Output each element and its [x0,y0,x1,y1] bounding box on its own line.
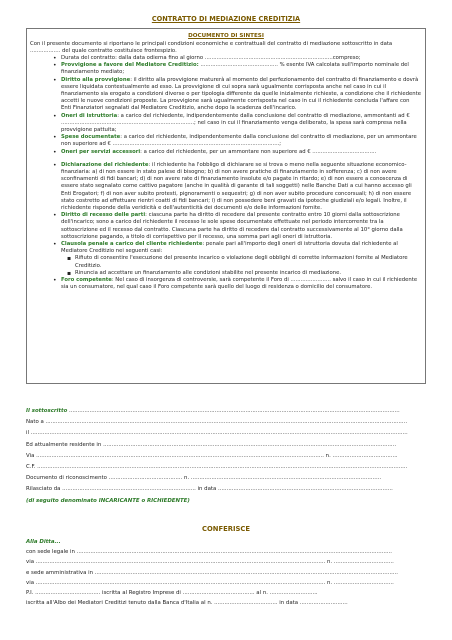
item-label: Foro competente [61,277,112,284]
bullet-icon: • [53,161,57,169]
bullet-icon: • [53,62,57,70]
signatory-row[interactable] [26,406,426,417]
item-text: : dalla data odierna fino al giorno ............................................................................compreso; [115,55,361,61]
item-text: : il diritto alla provvigione maturerà al momento del perfezionamento del contratto di finanziamento e dovrà essere liquidata contestualmente ad esso. La provvigione di cui sopra sarà ugualmente corrisposta anche nel caso in cui il finanziamento sia erogato a condizioni diverse o per tipologia differente da quelle inizialmente richieste, a condizione che il richiedente accetti le nuove condizioni proposte. La provvigione sarà ugualmente corrisposta nel caso in cui il richiedente concluda l'affare con Enti Finanziatori segnalati dal Mediatore Creditizio, anche dopo la scadenza dell'incarico. [61,76,421,112]
item-label: Spese documentate [61,134,121,141]
signatory-designation: (di seguito denominato INCARICANTE o RICHIEDENTE) [26,497,190,504]
signatory-heading: Il sottoscritto [26,408,68,414]
list-item-durata [27,55,425,62]
item-label: Oneri di istruttoria [61,112,118,119]
conferral-title: CONFERISCE [201,525,251,533]
bullet-icon: • [53,277,57,285]
bullet-icon: • [53,241,57,249]
list-item-spese-documentate [27,134,425,148]
id-document-field[interactable]: Documento di riconoscimento ........................................... n. ............................................................................................................... [26,475,382,482]
summary-box [26,28,426,384]
item-text: .............................................. % esente IVA calcolata sull'importo nominale del finanziamento mediato; [61,62,409,76]
legal-seat-field[interactable]: con sede legale in ........................................................................................................................................................................................ [26,549,392,555]
bullet-icon: • [53,76,57,84]
item-text: : il richiedente ha l'obbligo di dichiarare se si trova o meno nella seguente situazione economico-finanziaria: a) di non essere in stato palese di bisogno; b) di non avere pratiche di finanziamento in sofferenza; c) di non avere sconfinamenti di fidi bancari; d) di non avere rate di finanziamento insolute e/o pagate in ritardo; e) di non essere a conoscenza di essere stato segnalato come cattivo pagatore (anche in qualità di garante di tali soggetti) nelle Banche Dati a cui hanno accesso gli Enti Erogatori; f) di non aver subito protesti, pignoramenti o sequestri; g) di non aver subito procedure concorsuali; h) di non essere stato costretto ad effettuare rientri coatti di fidi bancari; i) di non possedere beni gravati da ipoteche giudiziali e/o legali. Inoltre, il richiedente risponde della veridicità e dell'autenticità dei documenti e/o delle informazioni fornite. [61,161,412,212]
legal-street-field[interactable]: via ......................................................................................................................................................................... n. ................................... [26,559,394,566]
item-label: Oneri per servizi accessori [61,148,141,155]
item-text: : a carico del richiedente, indipendentemente dalla conclusione del contratto di mediazione, per un ammontare non superiore ad € ...................................................................................................; [61,134,417,148]
bullet-icon: • [53,112,57,120]
item-text: : a carico del richiedente, indipendentemente dalla conclusione del contratto di mediazione, ammontanti ad € ...............................................................................; nel caso in cui il finanziamento venga deliberato, la spesa sarà compresa nella provvigione pattuita; [61,112,410,134]
residence-field[interactable]: Ed attualmente residente in ........................................................................................................................................................................... [26,441,397,448]
bullet-icon: • [53,148,57,156]
tax-code-field[interactable]: C.F. ........................................................................................................................................................................................................................ [26,463,408,470]
item-text: : a carico del richiedente, per un ammontare non superiore ad € ...................................... [140,148,377,155]
document-title: CONTRATTO DI MEDIAZIONE CREDITIZIA [151,15,301,23]
item-text: : ciascuna parte ha diritto di recedere dal presente contratto entro 10 giorni dalla sottoscrizione dell'incarico; sono a carico del richiedente il recesso le sole spese documentate effettuate nel periodo intercorrente tra la sottoscrizione ed il recesso dal contratto. Ciascuna parte ha diritto di recedere dal contratto successivamente al 10° giorno dalla sottoscrizione pagando, a titolo di corrispettivo per il recesso, una somma pari agli oneri di istruttoria. [61,212,403,240]
list-item-clausola-penale [27,241,425,255]
vat-registry-field[interactable]: P.I. ...................................... iscritta al Registro Imprese di .......................................... al n. ............................ [26,590,318,597]
item-label: Diritto di recesso delle parti [61,212,146,219]
bullet-icon: ▪ [67,269,72,277]
item-label: Provvigione a favore del Mediatore Creditizio: [61,62,199,69]
issued-by-field[interactable]: Rilasciato da .............................................................................. in data ...................................................................................................... [26,486,393,493]
list-item-oneri-istruttoria [27,113,425,135]
item-label: Diritto alla provvigione [61,76,131,83]
bullet-icon: ▪ [67,255,72,263]
bullet-icon: • [53,212,57,220]
street-field[interactable]: Via ........................................................................................................................................................................ n. ...................................... [26,452,398,459]
penalty-sub-list [27,255,425,277]
item-text: : Nel caso di insorgenza di controversie, sarà competente il Foro di ........................ salvo il caso in cui il richiedente sia un consumatore, nel qual caso il Foro competente sarà quello del luogo di residenza o domicilio del consumatore. [61,277,418,291]
summary-list-2 [27,162,425,256]
sub-list-item: ▪ Rinuncia ad accettare un finanziamento alle condizioni stabilite nel presente incarico di mediazione. [67,269,342,277]
list-item-foro [27,277,425,291]
summary-title: DOCUMENTO DI SINTESI [188,33,264,39]
item-label: Durata del contratto [61,55,116,61]
item-label: Dichiarazione del richiedente [61,161,149,168]
sub-list-item: ▪ Rifiuto di consentire l'esecuzione del presente incarico o violazione degli obblighi di corrette informazioni fornite al Mediatore Creditizio. [67,255,408,269]
ditta-label: Alla Ditta... [26,539,61,545]
conferral-fields [26,538,426,609]
summary-intro: Con il presente documento si riportano le principali condizioni economiche e contrattuali del contratto di mediazione sottoscritto in data .................. del quale contratto costituisce frontespizio. [30,41,393,54]
item-label: Clausola penale a carico del cliente richiedente [61,241,203,248]
albo-registration-field[interactable]: iscritta all'Albo dei Mediatori Creditizi tenuto dalla Banca d'Italia al n. ..................................... in data ............................ [26,600,348,607]
signatory-fields [26,406,426,507]
summary-list-3 [27,277,425,291]
list-item-servizi-accessori [27,149,425,156]
item-text: : penale pari all'importo degli oneri di istruttoria dovuta dal richiedente al Mediatore Creditizio nei seguenti casi: [61,241,398,255]
admin-seat-field[interactable]: e sede amministrativa in ................................................................................................................................................................................. [26,569,399,576]
bullet-icon: • [53,134,57,142]
birthdate-field[interactable]: il ............................................................................................................................................................................................................................ [26,430,408,437]
list-item-recesso [27,212,425,241]
list-item-dichiarazione [27,162,425,212]
list-item-diritto-provvigione [27,77,425,113]
birthplace-field[interactable]: Nato a ................................................................................................................................................................................................................... [26,419,408,426]
admin-street-field[interactable]: via ......................................................................................................................................................................... n. ................................... [26,579,394,586]
bullet-icon: • [53,55,57,62]
field-dots: ................................................................................................................................................................................................. [69,408,400,414]
list-item-provvigione [27,62,425,76]
summary-list [27,55,425,156]
